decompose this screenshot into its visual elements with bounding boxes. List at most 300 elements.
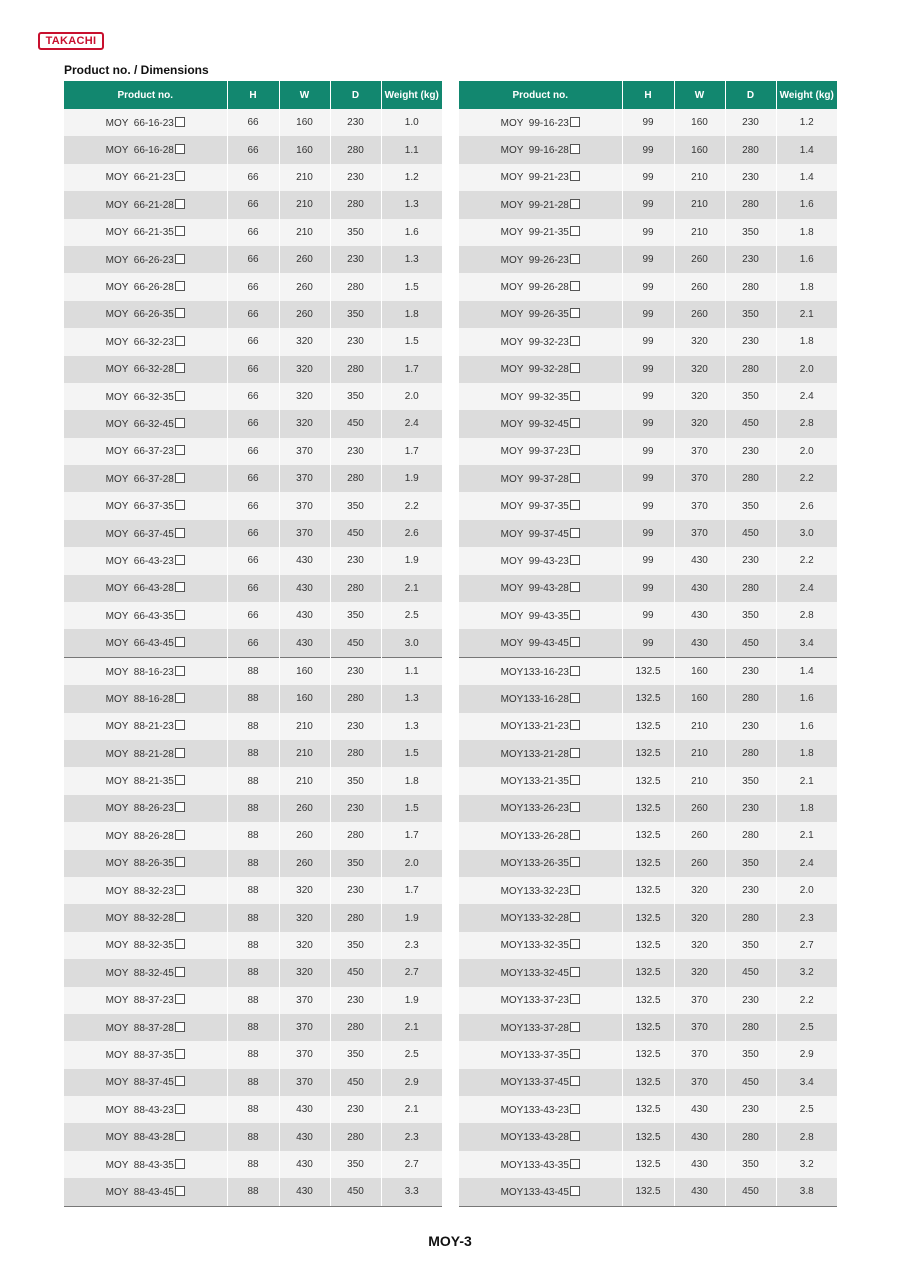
- cell-d: 230: [330, 877, 381, 904]
- cell-d: 230: [725, 164, 776, 191]
- cell-product-no: [64, 959, 227, 986]
- color-code-box-icon: [570, 171, 580, 181]
- cell-w: 160: [279, 136, 330, 163]
- color-code-box-icon: [570, 1104, 580, 1114]
- cell-product-no: [64, 1123, 227, 1150]
- cell-w: 260: [674, 273, 725, 300]
- cell-w: 430: [674, 1123, 725, 1150]
- cell-h: 88: [227, 1178, 279, 1206]
- cell-weight: 2.7: [381, 1151, 442, 1178]
- cell-product-no: [459, 904, 622, 931]
- product-number-text: MOY133-32-45: [500, 967, 569, 979]
- cell-w: 320: [279, 904, 330, 931]
- cell-h: 132.5: [622, 713, 674, 740]
- cell-h: 66: [227, 273, 279, 300]
- product-number-text: MOY 99-37-28: [500, 473, 569, 485]
- color-code-box-icon: [175, 445, 185, 455]
- color-code-box-icon: [570, 418, 580, 428]
- product-number-text: MOY 66-43-45: [105, 638, 174, 650]
- cell-w: 430: [674, 1178, 725, 1206]
- product-number-text: MOY 88-21-35: [105, 776, 174, 788]
- cell-h: 99: [622, 109, 674, 136]
- cell-w: 210: [674, 191, 725, 218]
- cell-h: 132.5: [622, 987, 674, 1014]
- color-code-box-icon: [175, 1104, 185, 1114]
- cell-h: 132.5: [622, 1041, 674, 1068]
- cell-w: 320: [279, 410, 330, 437]
- cell-h: 99: [622, 164, 674, 191]
- cell-product-no: [64, 520, 227, 547]
- color-code-box-icon: [570, 1186, 580, 1196]
- cell-d: 230: [330, 1096, 381, 1123]
- cell-w: 210: [674, 219, 725, 246]
- product-number-text: MOY133-21-23: [500, 721, 569, 733]
- cell-product-no: [64, 602, 227, 629]
- cell-h: 99: [622, 246, 674, 273]
- table-row: [64, 356, 442, 383]
- cell-w: 260: [674, 795, 725, 822]
- cell-d: 230: [725, 438, 776, 465]
- product-number-text: MOY 88-16-28: [105, 693, 174, 705]
- cell-weight: 1.8: [776, 273, 837, 300]
- cell-product-no: [459, 273, 622, 300]
- product-number-text: MOY 99-37-45: [500, 528, 569, 540]
- cell-product-no: [64, 410, 227, 437]
- cell-d: 230: [330, 164, 381, 191]
- color-code-box-icon: [175, 994, 185, 1004]
- cell-h: 66: [227, 219, 279, 246]
- cell-w: 430: [279, 1096, 330, 1123]
- product-number-text: MOY 88-21-23: [105, 721, 174, 733]
- cell-product-no: [64, 822, 227, 849]
- table-row: [459, 164, 837, 191]
- table-row: [459, 1096, 837, 1123]
- color-code-box-icon: [570, 610, 580, 620]
- cell-w: 370: [674, 438, 725, 465]
- color-code-box-icon: [570, 308, 580, 318]
- product-number-text: MOY 66-21-23: [105, 172, 174, 184]
- table-row: [64, 822, 442, 849]
- cell-weight: 1.8: [776, 740, 837, 767]
- color-code-box-icon: [175, 720, 185, 730]
- cell-d: 450: [725, 629, 776, 657]
- cell-d: 280: [725, 685, 776, 712]
- table-row: [64, 465, 442, 492]
- cell-w: 320: [279, 959, 330, 986]
- cell-product-no: [64, 164, 227, 191]
- table-row: [64, 602, 442, 629]
- product-number-text: MOY 88-32-28: [105, 913, 174, 925]
- cell-product-no: [64, 767, 227, 794]
- cell-h: 88: [227, 657, 279, 685]
- color-code-box-icon: [570, 363, 580, 373]
- cell-weight: 2.0: [776, 877, 837, 904]
- cell-weight: 1.5: [381, 273, 442, 300]
- cell-weight: 1.3: [381, 685, 442, 712]
- table-row: [64, 301, 442, 328]
- color-code-box-icon: [570, 281, 580, 291]
- cell-w: 320: [279, 932, 330, 959]
- cell-product-no: [64, 877, 227, 904]
- cell-product-no: [459, 301, 622, 328]
- cell-w: 210: [279, 713, 330, 740]
- cell-w: 160: [279, 657, 330, 685]
- color-code-box-icon: [570, 802, 580, 812]
- cell-h: 88: [227, 685, 279, 712]
- cell-product-no: [459, 191, 622, 218]
- cell-d: 450: [330, 410, 381, 437]
- cell-weight: 2.6: [381, 520, 442, 547]
- cell-h: 66: [227, 492, 279, 519]
- cell-w: 210: [674, 164, 725, 191]
- cell-weight: 2.6: [776, 492, 837, 519]
- cell-d: 350: [725, 383, 776, 410]
- table-row: [459, 465, 837, 492]
- cell-w: 160: [674, 657, 725, 685]
- cell-d: 280: [725, 904, 776, 931]
- cell-weight: 1.4: [776, 164, 837, 191]
- cell-product-no: [64, 575, 227, 602]
- cell-weight: 2.0: [776, 356, 837, 383]
- cell-weight: 2.8: [776, 602, 837, 629]
- page-number: MOY-3: [428, 1233, 472, 1249]
- table-row: [64, 740, 442, 767]
- dimensions-table-left: [64, 81, 442, 1207]
- color-code-box-icon: [570, 1049, 580, 1059]
- product-number-text: MOY 66-37-35: [105, 501, 174, 513]
- header-h: H: [227, 81, 279, 109]
- cell-weight: 1.2: [776, 109, 837, 136]
- table-header-row: [459, 81, 837, 109]
- cell-d: 350: [725, 219, 776, 246]
- cell-weight: 1.4: [776, 136, 837, 163]
- cell-w: 370: [279, 987, 330, 1014]
- cell-w: 320: [674, 932, 725, 959]
- color-code-box-icon: [570, 912, 580, 922]
- product-number-text: MOY 88-37-28: [105, 1022, 174, 1034]
- cell-d: 450: [725, 520, 776, 547]
- cell-d: 280: [330, 273, 381, 300]
- product-number-text: MOY 88-37-23: [105, 995, 174, 1007]
- cell-weight: 2.4: [776, 383, 837, 410]
- table-row: [459, 383, 837, 410]
- cell-w: 160: [279, 685, 330, 712]
- table-row: [459, 959, 837, 986]
- color-code-box-icon: [570, 336, 580, 346]
- table-row: [459, 657, 837, 685]
- cell-d: 280: [330, 1014, 381, 1041]
- cell-w: 260: [674, 822, 725, 849]
- cell-d: 230: [330, 657, 381, 685]
- table-row: [64, 383, 442, 410]
- cell-h: 88: [227, 1151, 279, 1178]
- cell-h: 66: [227, 410, 279, 437]
- cell-w: 260: [674, 246, 725, 273]
- table-row: [459, 136, 837, 163]
- cell-d: 450: [330, 629, 381, 657]
- color-code-box-icon: [570, 1022, 580, 1032]
- cell-product-no: [64, 273, 227, 300]
- cell-weight: 2.9: [776, 1041, 837, 1068]
- color-code-box-icon: [175, 308, 185, 318]
- product-number-text: MOY 99-37-23: [500, 446, 569, 458]
- product-number-text: MOY 88-43-28: [105, 1132, 174, 1144]
- cell-w: 430: [674, 602, 725, 629]
- cell-weight: 2.0: [776, 438, 837, 465]
- color-code-box-icon: [175, 1076, 185, 1086]
- product-number-text: MOY 88-43-45: [105, 1186, 174, 1198]
- cell-product-no: [459, 767, 622, 794]
- product-number-text: MOY 66-43-35: [105, 610, 174, 622]
- cell-weight: 1.4: [776, 657, 837, 685]
- cell-w: 210: [279, 740, 330, 767]
- product-number-text: MOY 66-43-28: [105, 583, 174, 595]
- cell-w: 370: [279, 1069, 330, 1096]
- cell-w: 430: [674, 547, 725, 574]
- product-number-text: MOY 99-43-23: [500, 555, 569, 567]
- product-number-text: MOY 66-32-23: [105, 336, 174, 348]
- product-number-text: MOY 88-32-45: [105, 967, 174, 979]
- logo-text: TAKACHI: [45, 35, 97, 47]
- cell-weight: 1.8: [776, 219, 837, 246]
- cell-h: 66: [227, 164, 279, 191]
- cell-d: 280: [330, 1123, 381, 1150]
- cell-product-no: [459, 1151, 622, 1178]
- product-number-text: MOY 66-43-23: [105, 555, 174, 567]
- product-number-text: MOY 99-26-23: [500, 254, 569, 266]
- table-row: [64, 850, 442, 877]
- cell-h: 66: [227, 328, 279, 355]
- cell-h: 132.5: [622, 1178, 674, 1206]
- cell-d: 230: [725, 713, 776, 740]
- cell-h: 66: [227, 629, 279, 657]
- cell-w: 210: [279, 191, 330, 218]
- product-number-text: MOY133-37-28: [500, 1022, 569, 1034]
- cell-w: 320: [674, 356, 725, 383]
- cell-h: 88: [227, 1014, 279, 1041]
- color-code-box-icon: [175, 939, 185, 949]
- cell-h: 132.5: [622, 795, 674, 822]
- product-number-text: MOY133-16-28: [500, 693, 569, 705]
- cell-product-no: [459, 795, 622, 822]
- table-row: [459, 328, 837, 355]
- cell-weight: 2.8: [776, 410, 837, 437]
- color-code-box-icon: [570, 1159, 580, 1169]
- cell-d: 230: [725, 109, 776, 136]
- cell-h: 88: [227, 877, 279, 904]
- cell-w: 430: [674, 1096, 725, 1123]
- cell-h: 88: [227, 850, 279, 877]
- cell-product-no: [64, 492, 227, 519]
- cell-product-no: [459, 932, 622, 959]
- cell-w: 370: [674, 987, 725, 1014]
- cell-product-no: [459, 657, 622, 685]
- table-row: [459, 685, 837, 712]
- cell-weight: 1.8: [776, 795, 837, 822]
- product-number-text: MOY133-32-28: [500, 913, 569, 925]
- color-code-box-icon: [570, 144, 580, 154]
- table-row: [459, 1069, 837, 1096]
- color-code-box-icon: [175, 885, 185, 895]
- cell-d: 230: [330, 246, 381, 273]
- product-number-text: MOY133-32-23: [500, 885, 569, 897]
- product-number-text: MOY133-16-23: [500, 666, 569, 678]
- color-code-box-icon: [175, 363, 185, 373]
- product-number-text: MOY 99-37-35: [500, 501, 569, 513]
- cell-product-no: [459, 602, 622, 629]
- cell-w: 430: [674, 1151, 725, 1178]
- cell-w: 160: [279, 109, 330, 136]
- color-code-box-icon: [175, 1131, 185, 1141]
- cell-w: 320: [279, 383, 330, 410]
- product-number-text: MOY 99-21-35: [500, 227, 569, 239]
- cell-w: 210: [279, 219, 330, 246]
- cell-d: 350: [330, 850, 381, 877]
- product-number-text: MOY 66-16-23: [105, 117, 174, 129]
- cell-d: 350: [725, 1041, 776, 1068]
- cell-weight: 2.0: [381, 383, 442, 410]
- color-code-box-icon: [175, 1159, 185, 1169]
- section-title: Product no. / Dimensions: [64, 63, 209, 77]
- cell-weight: 2.8: [776, 1123, 837, 1150]
- cell-w: 260: [279, 822, 330, 849]
- table-row: [459, 629, 837, 657]
- cell-product-no: [459, 410, 622, 437]
- table-row: [64, 685, 442, 712]
- cell-h: 66: [227, 438, 279, 465]
- cell-weight: 1.9: [381, 904, 442, 931]
- cell-h: 66: [227, 465, 279, 492]
- cell-weight: 1.7: [381, 877, 442, 904]
- table-row: [64, 191, 442, 218]
- takachi-logo: [38, 32, 104, 50]
- cell-w: 320: [674, 383, 725, 410]
- cell-w: 370: [279, 1014, 330, 1041]
- cell-product-no: [459, 465, 622, 492]
- cell-h: 99: [622, 438, 674, 465]
- cell-product-no: [64, 657, 227, 685]
- table-row: [64, 246, 442, 273]
- color-code-box-icon: [570, 391, 580, 401]
- cell-h: 99: [622, 492, 674, 519]
- product-number-text: MOY 99-16-23: [500, 117, 569, 129]
- table-row: [459, 1178, 837, 1206]
- product-number-text: MOY 99-26-35: [500, 309, 569, 321]
- cell-weight: 2.1: [381, 575, 442, 602]
- table-row: [459, 438, 837, 465]
- product-number-text: MOY 66-16-28: [105, 145, 174, 157]
- cell-weight: 2.1: [381, 1014, 442, 1041]
- cell-product-no: [459, 959, 622, 986]
- table-row: [459, 602, 837, 629]
- cell-d: 280: [330, 356, 381, 383]
- product-number-text: MOY 66-32-45: [105, 418, 174, 430]
- cell-weight: 1.2: [381, 164, 442, 191]
- cell-w: 370: [279, 520, 330, 547]
- table-row: [64, 877, 442, 904]
- cell-h: 132.5: [622, 767, 674, 794]
- color-code-box-icon: [175, 336, 185, 346]
- cell-h: 88: [227, 1096, 279, 1123]
- cell-weight: 1.6: [381, 219, 442, 246]
- header-h: H: [622, 81, 674, 109]
- table-row: [459, 713, 837, 740]
- cell-product-no: [64, 904, 227, 931]
- cell-d: 230: [725, 795, 776, 822]
- color-code-box-icon: [570, 857, 580, 867]
- cell-product-no: [459, 219, 622, 246]
- color-code-box-icon: [175, 912, 185, 922]
- header-d: D: [330, 81, 381, 109]
- header-product-no: Product no.: [459, 81, 622, 109]
- cell-d: 450: [725, 1178, 776, 1206]
- cell-d: 230: [330, 328, 381, 355]
- cell-product-no: [64, 987, 227, 1014]
- product-number-text: MOY 99-32-23: [500, 336, 569, 348]
- cell-w: 160: [674, 685, 725, 712]
- cell-weight: 1.9: [381, 465, 442, 492]
- cell-product-no: [459, 575, 622, 602]
- table-row: [64, 219, 442, 246]
- cell-d: 230: [725, 246, 776, 273]
- cell-d: 280: [725, 575, 776, 602]
- color-code-box-icon: [570, 693, 580, 703]
- table-row: [459, 1151, 837, 1178]
- cell-d: 350: [725, 1151, 776, 1178]
- product-number-text: MOY 88-32-35: [105, 940, 174, 952]
- product-number-text: MOY 66-21-35: [105, 227, 174, 239]
- cell-d: 280: [725, 740, 776, 767]
- color-code-box-icon: [570, 967, 580, 977]
- cell-product-no: [459, 328, 622, 355]
- header-product-no: Product no.: [64, 81, 227, 109]
- table-row: [64, 629, 442, 657]
- cell-w: 430: [279, 1178, 330, 1206]
- color-code-box-icon: [175, 473, 185, 483]
- cell-weight: 3.8: [776, 1178, 837, 1206]
- product-number-text: MOY 66-26-35: [105, 309, 174, 321]
- table-row: [459, 987, 837, 1014]
- cell-w: 320: [279, 328, 330, 355]
- cell-weight: 1.7: [381, 438, 442, 465]
- cell-weight: 2.9: [381, 1069, 442, 1096]
- cell-product-no: [459, 246, 622, 273]
- table-row: [64, 1151, 442, 1178]
- cell-d: 280: [330, 575, 381, 602]
- table-row: [459, 273, 837, 300]
- cell-h: 132.5: [622, 685, 674, 712]
- cell-h: 99: [622, 328, 674, 355]
- cell-product-no: [64, 795, 227, 822]
- cell-h: 66: [227, 191, 279, 218]
- cell-h: 99: [622, 191, 674, 218]
- cell-d: 350: [725, 932, 776, 959]
- cell-d: 350: [725, 602, 776, 629]
- cell-weight: 1.9: [381, 547, 442, 574]
- color-code-box-icon: [175, 528, 185, 538]
- product-number-text: MOY 66-37-45: [105, 528, 174, 540]
- cell-product-no: [459, 547, 622, 574]
- product-number-text: MOY133-43-28: [500, 1132, 569, 1144]
- cell-product-no: [64, 1014, 227, 1041]
- table-row: [64, 932, 442, 959]
- cell-product-no: [64, 740, 227, 767]
- cell-d: 230: [725, 877, 776, 904]
- cell-weight: 2.7: [776, 932, 837, 959]
- cell-d: 230: [725, 547, 776, 574]
- cell-h: 132.5: [622, 904, 674, 931]
- cell-d: 230: [330, 438, 381, 465]
